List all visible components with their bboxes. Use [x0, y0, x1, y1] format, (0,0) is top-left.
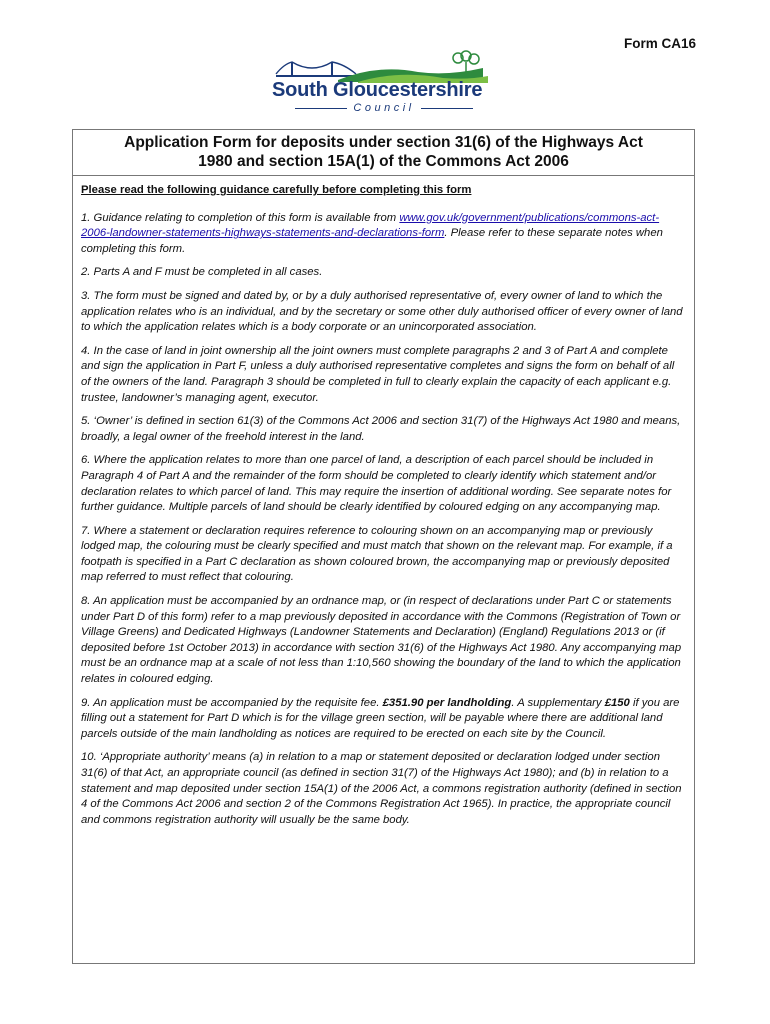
guidance-item-7: 7. Where a statement or declaration requires reference to colouring shown on an accompanying map or previously lodged map, the colouring must be clearly specified and must match that shown on the relevant map. For example, if a footpath is specified in a Part C declaration as shown coloured brown, the accompanying map or previously deposited map referred to must reflect that colouring. — [81, 524, 673, 584]
guidance-panel — [72, 129, 695, 964]
guidance-item-1: 1. Guidance relating to completion of this form is available from www.gov.uk/government/publications/commons-act-2006-landowner-statements-highways-statements-and-declarations-form. Please refer to these separate notes when completing this form. — [81, 211, 663, 255]
logo-subtitle: Council — [268, 102, 500, 114]
form-title-box — [73, 130, 694, 176]
form-code: Form CA16 — [623, 36, 696, 51]
fee-amount: £351.90 per landholding — [382, 696, 512, 709]
logo-name: South Gloucestershire — [272, 79, 483, 101]
guidance-link[interactable]: www.gov.uk/government/publications/commons-act-2006-landowner-statements-highways-statements-and-declarations-form — [81, 211, 660, 240]
guidance-item-2: 2. Parts A and F must be completed in all cases. — [81, 266, 323, 279]
supplementary-fee: £150 — [604, 696, 630, 709]
guidance-item-4: 4. In the case of land in joint ownership all the joint owners must complete paragraphs 2 and 3 of Part A and complete and sign the application in Part F, unless a duly authorised representative completes and signs the form on behalf of all of the owners of the land. Paragraph 3 should be completed in full to clearly explain the capacity of each applicant e.g. trustee, landowner’s managing agent, executor. — [81, 344, 675, 404]
council-logo — [268, 50, 503, 120]
form-title: Application Form for deposits under section 31(6) of the Highways Act 1980 and section 15A(1) of the Commons Act 2006 — [124, 134, 643, 170]
guidance-heading: Please read the following guidance carefully before completing this form — [81, 184, 472, 196]
guidance-item-8: 8. An application must be accompanied by an ordnance map, or (in respect of declarations under Part C or statements under Part D of this form) refer to a map previously deposited in accordance with the Commons (Registration of Town or Village Greens) and Dedicated Highways (Landowner Statements and Declaration) (England) Regulations 2013 or (if deposited before 1st October 2013) in accordance with section 31(6) of the Highways Act 1980. Any accompanying map must be an ordnance map at a scale of not less than 1:10,560 showing the boundary of the land to which the application relates in coloured edging. — [81, 595, 682, 686]
guidance-item-3: 3. The form must be signed and dated by, or by a duly authorised representative of, every owner of land to which the application relates who is an individual, and by the secretary or some other duly authorised officer of every owner of land to which the application relates which is a body corporate or an unincorporated association. — [81, 289, 683, 334]
guidance-content — [73, 176, 694, 828]
guidance-item-10: 10. ‘Appropriate authority’ means (a) in relation to a map or statement deposited or declaration lodged under section 31(6) of that Act, an appropriate council (as defined in section 31(7) of the Highways Act 1980); and (b) in relation to a statement and map deposited under section 15A(1) of the 2006 Act, a commons registration authority (defined in section 4 of the Commons Act 2006 and section 2 of the Commons Registration Act 1965). In practice, the appropriate council and commons registration authority will usually be the same body. — [81, 751, 682, 826]
guidance-item-9: 9. An application must be accompanied by the requisite fee. £351.90 per landholding. A supplementary £150 if you are filling out a statement for Part D which is for the village green section, will be payable where there are additional land parcels outside of the main landholding as notices are required to be erected on each site by the Council. — [81, 696, 680, 740]
guidance-item-5: 5. ‘Owner’ is defined in section 61(3) of the Commons Act 2006 and section 31(7) of the Highways Act 1980 and means, broadly, a legal owner of the freehold interest in the land. — [81, 415, 681, 443]
guidance-item-6: 6. Where the application relates to more than one parcel of land, a description of each parcel should be included in Paragraph 4 of Part A and the remainder of the form should be completed to clearly identify which statement and/or declaration relates to which parcel of land. This may require the insertion of additional wording. See separate notes for further guidance. Multiple parcels of land should be clearly identified by coloured edging on any accompanying map. — [81, 454, 672, 514]
